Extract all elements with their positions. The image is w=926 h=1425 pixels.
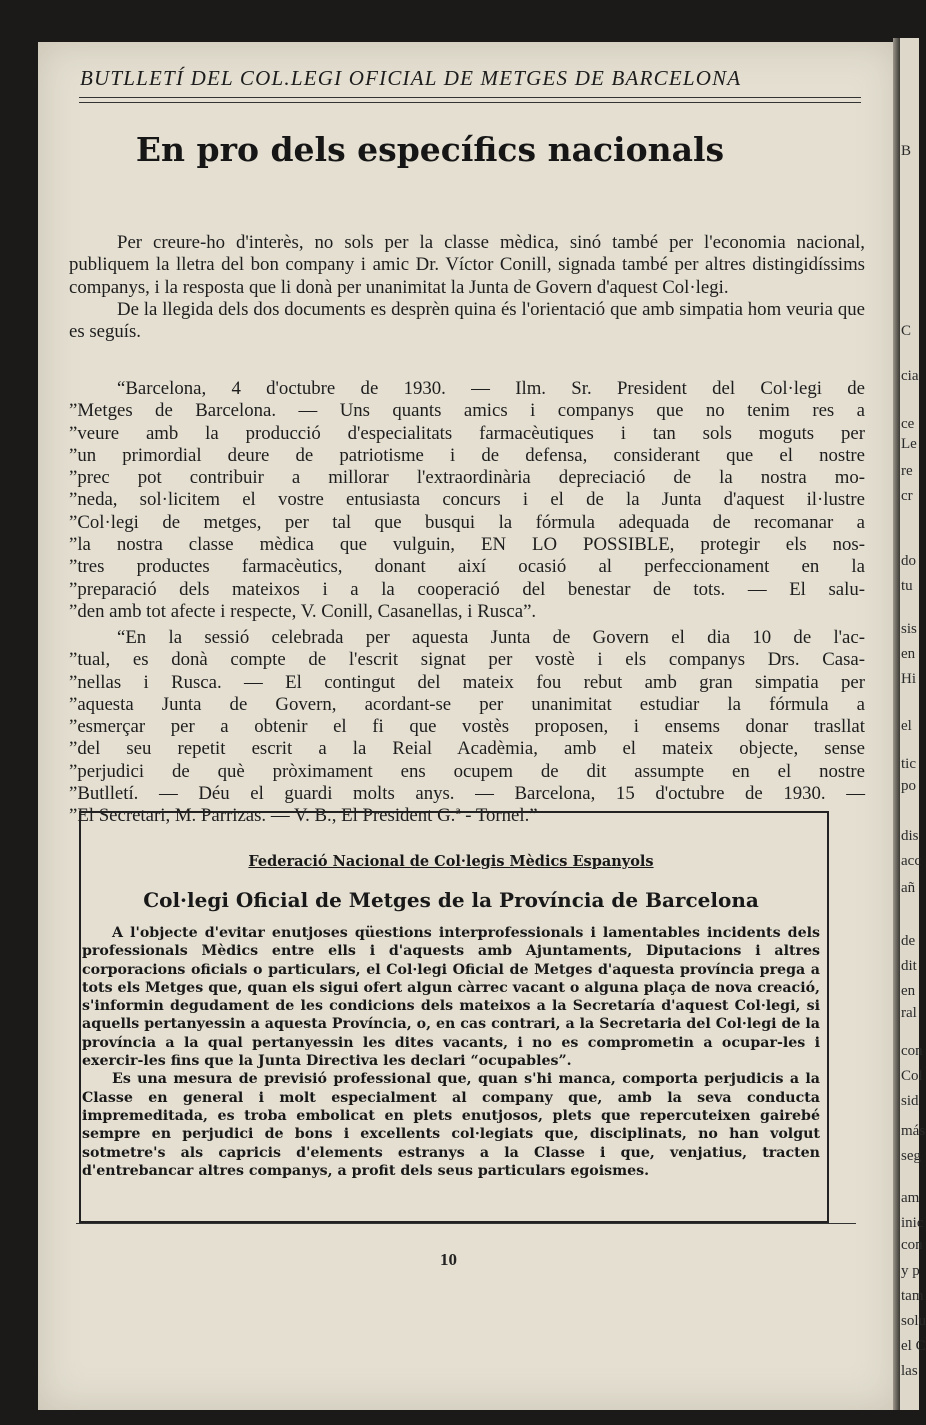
facing-page-fragment: el C xyxy=(901,1338,926,1354)
facing-page-fragment: Col xyxy=(901,1068,923,1084)
facing-page-fragment: inic xyxy=(901,1215,924,1231)
letter-line: ”un primordial deure de patriotisme i de defensa, considerant que el nostre xyxy=(69,444,865,466)
letter-line: ”del seu repetit escrit a la Reial Acadèmia, amb el mateix objecte, sense xyxy=(69,738,865,760)
facing-page-fragment: de xyxy=(901,933,916,949)
notice-text xyxy=(76,924,826,1180)
facing-page-fragment: C xyxy=(901,323,912,339)
letter-line: “En la sessió celebrada per aquesta Junta de Govern el dia 10 de l'ac- xyxy=(117,627,865,648)
notice-paragraph: A l'objecte d'evitar enutjoses qüestions interprofessionals i lamentables incidents dels professionals Mèdics entre ells i d'aquests amb Ajuntaments, Diputacions i altres corporacions oficials o particulars, el Col·legi Oficial de Metges d'aquesta província prega a tots els Metges que, quan els sigui ofert algun càrrec vacant o alguna plaça de nova creació, s'informin degudament de les condicions dels mateixos a la Secretaría d'aquest Col·legi, si aquells pertanyessin a aquesta Província, o, en cas contrari, a la Secretaria del Col·legi de la província a la qual pertanyessin les dites vacants, i no es comprometin a ocupar-les i exercir-les fins que la Junta Directiva les declari “ocupables”. xyxy=(82,925,820,1070)
facing-page-fragment: en xyxy=(901,983,916,999)
facing-page-edge xyxy=(898,38,926,1410)
letter-line: ”den amb tot afecte i respecte, V. Conill, Casanellas, i Rusca”. xyxy=(69,600,537,622)
letter-line: ”preparació dels mateixos i a la cooperació del benestar de tots. — El salu- xyxy=(69,578,865,600)
notice-paragraph: Es una mesura de previsió professional que, quan s'hi manca, comporta perjudicis a la Classe en general i molt especialment al company que, amb la seva conducta impremeditada, es troba embolicat en plets enutjosos, plets que repercuteixen gairebé sempre en perjudici de bons i excellents col·legiats que, disciplinats, no han volgut sotmetre's als capricis d'elements estranys a la Classe i que, venjatius, tracten d'entrebancar altres companys, a profit dels seus particulars egoismes. xyxy=(82,1071,820,1179)
facing-page-fragment: po xyxy=(901,778,916,794)
facing-page-fragment: cia xyxy=(901,368,919,384)
notice-content xyxy=(76,847,826,1180)
article-title: En pro dels específics nacionals xyxy=(135,130,725,169)
facing-page-fragment: con xyxy=(901,1043,923,1059)
letter-line: ”perjudici de què pròximament ens ocupem de dit assumpte en el nostre xyxy=(69,760,865,782)
college-heading: Col·legi Oficial de Metges de la Província de Barcelona xyxy=(143,888,759,912)
letter-line: ”neda, sol·licitem el vostre entusiasta concurs i el de la Junta d'aquest il·lustre xyxy=(69,489,865,511)
facing-page-fragment: más xyxy=(901,1123,926,1139)
facing-page-fragment: sis xyxy=(901,621,917,637)
facing-page-fragment: seg xyxy=(901,1148,921,1164)
facing-page-fragment: B xyxy=(901,143,912,159)
facing-page-fragment: ce xyxy=(901,416,915,432)
facing-page-fragment: am xyxy=(901,1190,920,1206)
intro-paragraph: Per creure-ho d'interès, no sols per la classe mèdica, sinó també per l'economia nacional, publiquem la lletra del bon company i amic Dr. Víctor Conill, signada també per altres distingidíssims companys, i la resposta que li donà per unanimitat la Junta de Govern d'aquest Col·legi. xyxy=(69,232,865,298)
facing-page-fragment: tic xyxy=(901,756,916,772)
intro-paragraph: De la llegida dels dos documents es desprèn quina és l'orientació que amb simpatia hom veuria que es seguís. xyxy=(69,298,865,343)
facing-page-fragment: dis xyxy=(901,828,919,844)
page-number: 10 xyxy=(440,1250,457,1269)
letter-line: ”prec pot contribuir a millorar l'extraordinària depreciació de la nostra mo- xyxy=(69,467,865,489)
facing-page-fragment: cr xyxy=(901,488,913,504)
facing-page-fragment: dit xyxy=(901,958,917,974)
facing-page-fragment: el xyxy=(901,718,912,734)
facing-page-fragment: ral xyxy=(901,1005,917,1021)
facing-page-fragment: añ xyxy=(901,880,916,896)
facing-page-fragment: sid xyxy=(901,1093,919,1109)
facing-page-fragment: y p xyxy=(901,1263,920,1279)
letter-line: ”nellas i Rusca. — El contingut del mateix fou rebut amb gran simpatia per xyxy=(69,671,865,693)
facing-page-fragment: Hi xyxy=(901,671,916,687)
facing-page-fragment: Le xyxy=(901,436,917,452)
facing-page-fragment: con xyxy=(901,1237,923,1253)
federation-heading: Federació Nacional de Col·legis Mèdics Espanyols xyxy=(248,853,654,870)
facing-page-fragment: acc xyxy=(901,853,921,869)
header-rule-top xyxy=(79,97,861,98)
facing-page-fragment: solu xyxy=(901,1313,926,1329)
article-intro xyxy=(69,232,865,343)
letter-line: ”Col·legi de metges, per tal que busqui la fórmula adequada de recomanar a xyxy=(69,511,865,533)
letter-line: ”veure amb la producció d'especialitats farmacèutiques i tan sols moguts per xyxy=(69,422,865,444)
running-header: BUTLLETÍ DEL COL.LEGI OFICIAL DE METGES DE BARCELONA xyxy=(80,66,742,90)
header-rule-bottom xyxy=(79,102,861,103)
letter-line: ”aquesta Junta de Govern, acordant-se per unanimitat estudiar la fórmula a xyxy=(69,693,865,715)
notice-bottom-rule xyxy=(76,1223,856,1224)
facing-page-fragment: las xyxy=(901,1363,918,1379)
letter-line: ”la nostra classe mèdica que vulguin, EN LO POSSIBLE, protegir els nos- xyxy=(69,534,865,556)
facing-page-fragment: tu xyxy=(901,578,913,594)
letter-line: “Barcelona, 4 d'octubre de 1930. — Ilm. Sr. President del Col·legi de xyxy=(117,378,865,399)
letter-from-members xyxy=(69,378,865,623)
letter-line: ”El Secretari, M. Parrizas. — V. B., El President G.ª - Tornel.” xyxy=(69,805,538,827)
book-gutter xyxy=(893,38,900,1410)
letter-line: ”esmerçar per a obtenir el fi que vostès proposen, i ensems donar trasllat xyxy=(69,716,865,738)
letter-line: ”Butlletí. — Déu el guardi molts anys. — Barcelona, 15 d'octubre de 1930. — xyxy=(69,783,865,805)
letter-line: ”Metges de Barcelona. — Uns quants amics i companys que no tenim res a xyxy=(69,400,865,422)
letter-line: ”tres productes farmacèutics, donant així ocasió al perfeccionament en la xyxy=(69,556,865,578)
facing-page-fragment: do xyxy=(901,553,916,569)
facing-page-fragment: en xyxy=(901,646,916,662)
letter-line: ”tual, es donà compte de l'escrit signat per vostè i els companys Drs. Casa- xyxy=(69,649,865,671)
facing-page-fragment: tam xyxy=(901,1288,924,1304)
facing-page-fragment: re xyxy=(901,463,913,479)
letter-from-board xyxy=(69,627,865,828)
